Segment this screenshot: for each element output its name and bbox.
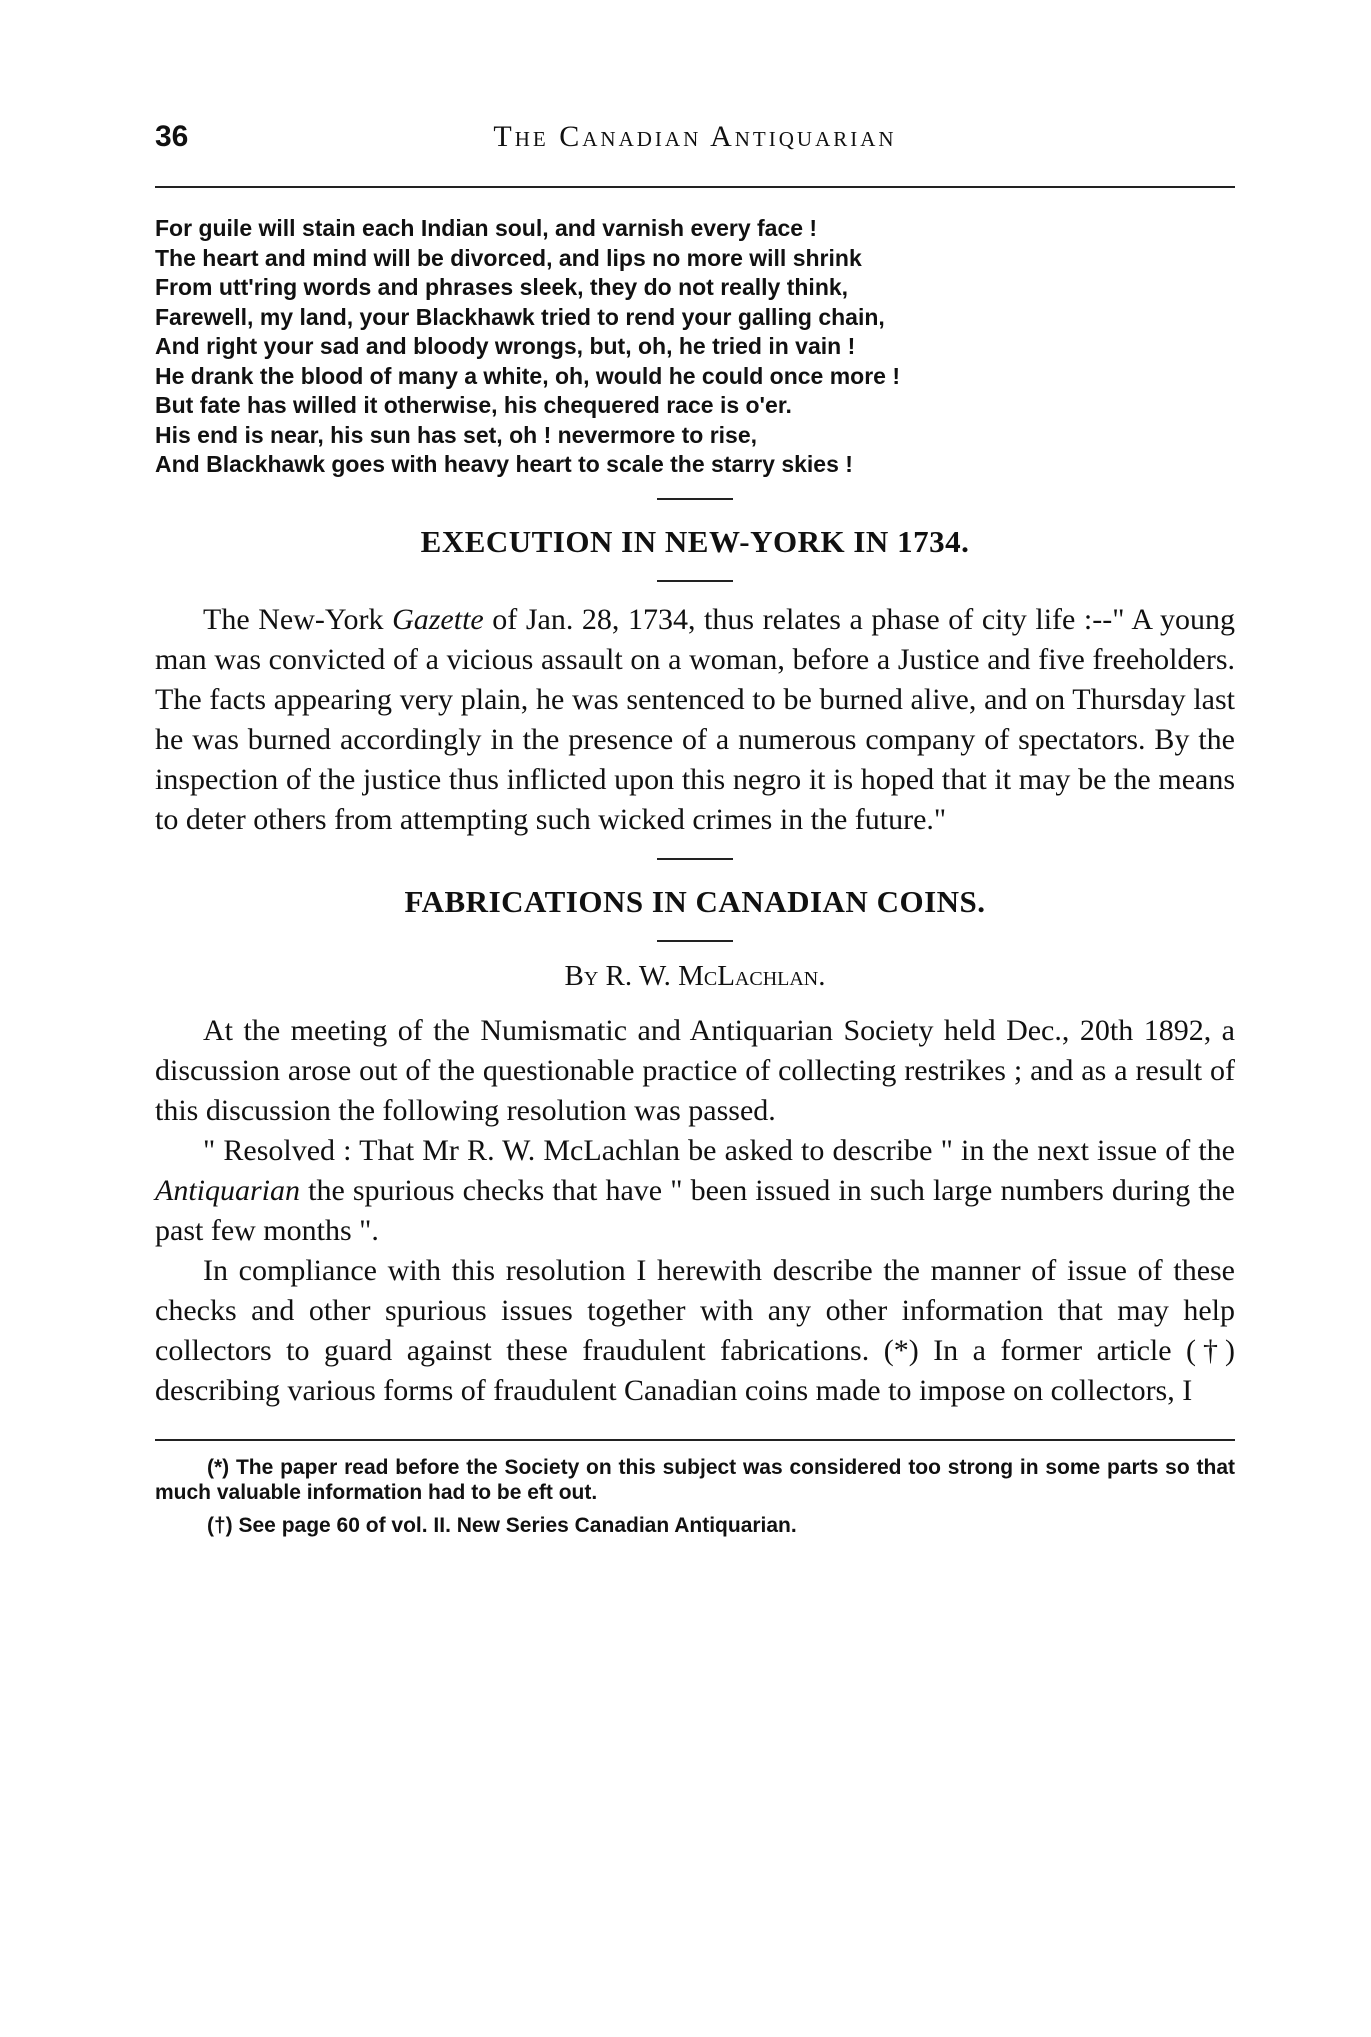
execution-text-rest: of Jan. 28, 1734, thus relates a phase of city life :--" A young man was convicted of a vicious assault on a woman, before a Justice and five freeholders. The facts appearing very plain, he was sentenced to be burned alive, and on Thursday last he was burned accordingly in the presence of a numerous company of spectators. By the inspection of the justice thus inflicted upon this negro it is hoped that it may be the means to deter others from attempting such wicked crimes in the future." — [155, 602, 1235, 836]
byline-prefix: By — [564, 959, 599, 992]
poem-line: From utt'ring words and phrases sleek, they do not really think, — [155, 274, 849, 300]
poem — [155, 214, 1235, 480]
footnote-1: (*) The paper read before the Society on this subject was considered too strong in some parts so that much valuable information had to be eft out. — [155, 1455, 1235, 1504]
poem-line: And Blackhawk goes with heavy heart to scale the starry skies ! — [155, 451, 853, 477]
page-number: 36 — [155, 120, 189, 153]
resolution-text-start: " Resolved : That Mr R. W. McLachlan be asked to describe " in the next issue of the — [203, 1133, 1235, 1167]
poem-line: Farewell, my land, your Blackhawk tried to rend your galling chain, — [155, 303, 885, 330]
title-divider — [657, 940, 733, 942]
poem-line: And right your sad and bloody wrongs, but, oh, he tried in vain ! — [155, 333, 856, 359]
execution-text-start: The New-York — [203, 602, 393, 636]
title-divider — [657, 580, 733, 582]
section-divider — [657, 858, 733, 860]
footnote-2: (†) See page 60 of vol. II. New Series Canadian Antiquarian. — [207, 1513, 797, 1537]
coins-paragraph-2 — [155, 1131, 1235, 1251]
byline — [155, 960, 1235, 993]
poem-line: The heart and mind will be divorced, and lips no more will shrink — [155, 244, 862, 271]
poem-line: His end is near, his sun has set, oh ! nevermore to rise, — [155, 421, 758, 448]
section-divider — [657, 498, 733, 500]
document-page — [155, 120, 1235, 1546]
gazette-italic: Gazette — [392, 602, 484, 636]
poem-line: But fate has willed it otherwise, his chequered race is o'er. — [155, 392, 792, 418]
poem-line: For guile will stain each Indian soul, and varnish every face ! — [155, 215, 818, 241]
antiquarian-italic: Antiquarian — [155, 1173, 301, 1207]
coins-paragraph-3: In compliance with this resolution I herewith describe the manner of issue of these checks and other spurious issues together with any other information that may help collectors to guard against these fraudulent fabrications. (*) In a former article (†) describing various forms of fraudulent Canadian coins made to impose on collectors, I — [155, 1253, 1235, 1407]
execution-article-body — [155, 600, 1235, 840]
journal-title: The Canadian Antiquarian — [493, 120, 897, 153]
header-rule — [155, 186, 1235, 188]
running-head — [155, 120, 1235, 160]
execution-article-title: EXECUTION IN NEW-YORK IN 1734. — [420, 523, 970, 559]
coins-article-title: FABRICATIONS IN CANADIAN COINS. — [404, 883, 986, 919]
byline-author: R. W. McLachlan. — [605, 959, 826, 992]
resolution-text-rest: the spurious checks that have " been issued in such large numbers during the past few months ". — [155, 1173, 1235, 1247]
footnote-rule — [155, 1439, 1235, 1441]
coins-paragraph-1: At the meeting of the Numismatic and Antiquarian Society held Dec., 20th 1892, a discussion arose out of the questionable practice of collecting restrikes ; and as a result of this discussion the following resolution was passed. — [155, 1013, 1235, 1127]
poem-line: He drank the blood of many a white, oh, would he could once more ! — [155, 362, 901, 389]
